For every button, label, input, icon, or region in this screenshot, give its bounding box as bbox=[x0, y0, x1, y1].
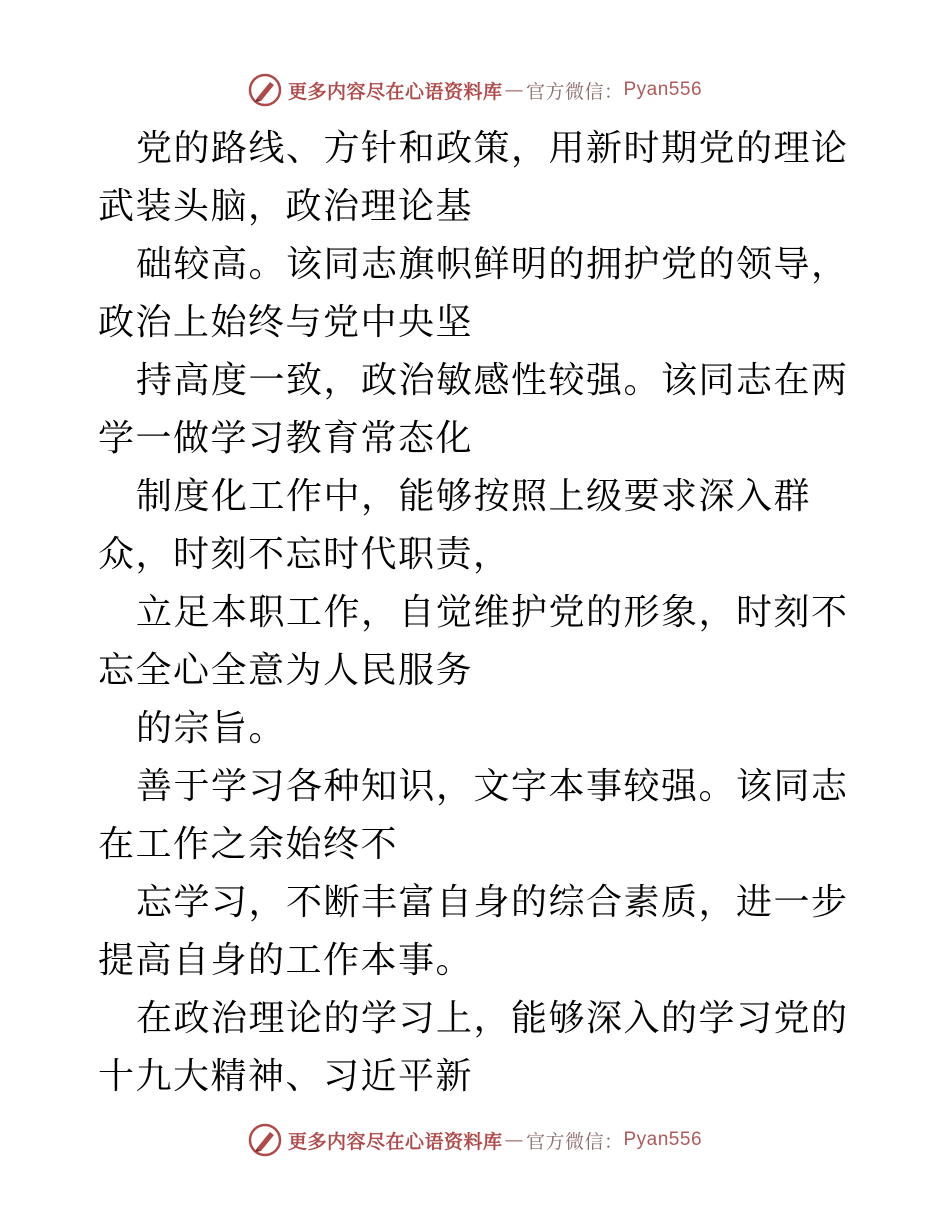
paragraph-6: 的宗旨。 bbox=[136, 708, 287, 749]
pen-logo-icon bbox=[248, 73, 282, 107]
paragraph-7: 善于学习各种知识，文字本事较强。该同志在工作之余始终不 bbox=[98, 766, 849, 865]
watermark-main-text: 更多内容尽在心语资料库 bbox=[287, 1130, 503, 1153]
pen-logo-icon bbox=[248, 1123, 282, 1157]
watermark-wechat-id: Pyan556 bbox=[623, 1129, 703, 1150]
watermark-dash: — bbox=[504, 79, 524, 101]
watermark-main-text: 更多内容尽在心语资料库 bbox=[287, 80, 503, 103]
watermark-wechat-id: Pyan556 bbox=[623, 79, 703, 100]
paragraph-2: 础较高。该同志旗帜鲜明的拥护党的领导，政治上始终与党中央坚 bbox=[98, 244, 849, 343]
paragraph-3: 持高度一致，政治敏感性较强。该同志在两学一做学习教育常态化 bbox=[98, 360, 849, 459]
header-watermark bbox=[0, 70, 950, 110]
paragraph-1: 党的路线、方针和政策，用新时期党的理论武装头脑，政治理论基 bbox=[98, 128, 849, 227]
paragraph-8: 忘学习，不断丰富自身的综合素质，进一步提高自身的工作本事。 bbox=[98, 882, 849, 981]
paragraph-9: 在政治理论的学习上，能够深入的学习党的十九大精神、习近平新 bbox=[98, 998, 849, 1097]
paragraph-4: 制度化工作中，能够按照上级要求深入群众，时刻不忘时代职责， bbox=[98, 476, 812, 575]
watermark-sub-text: 官方微信： bbox=[525, 1130, 624, 1153]
watermark-sub-text: 官方微信： bbox=[525, 80, 624, 103]
paragraph-5: 立足本职工作，自觉维护党的形象，时刻不忘全心全意为人民服务 bbox=[98, 592, 849, 691]
footer-watermark bbox=[0, 1120, 950, 1160]
watermark-dash: — bbox=[504, 1129, 524, 1151]
document-body bbox=[98, 120, 858, 1106]
